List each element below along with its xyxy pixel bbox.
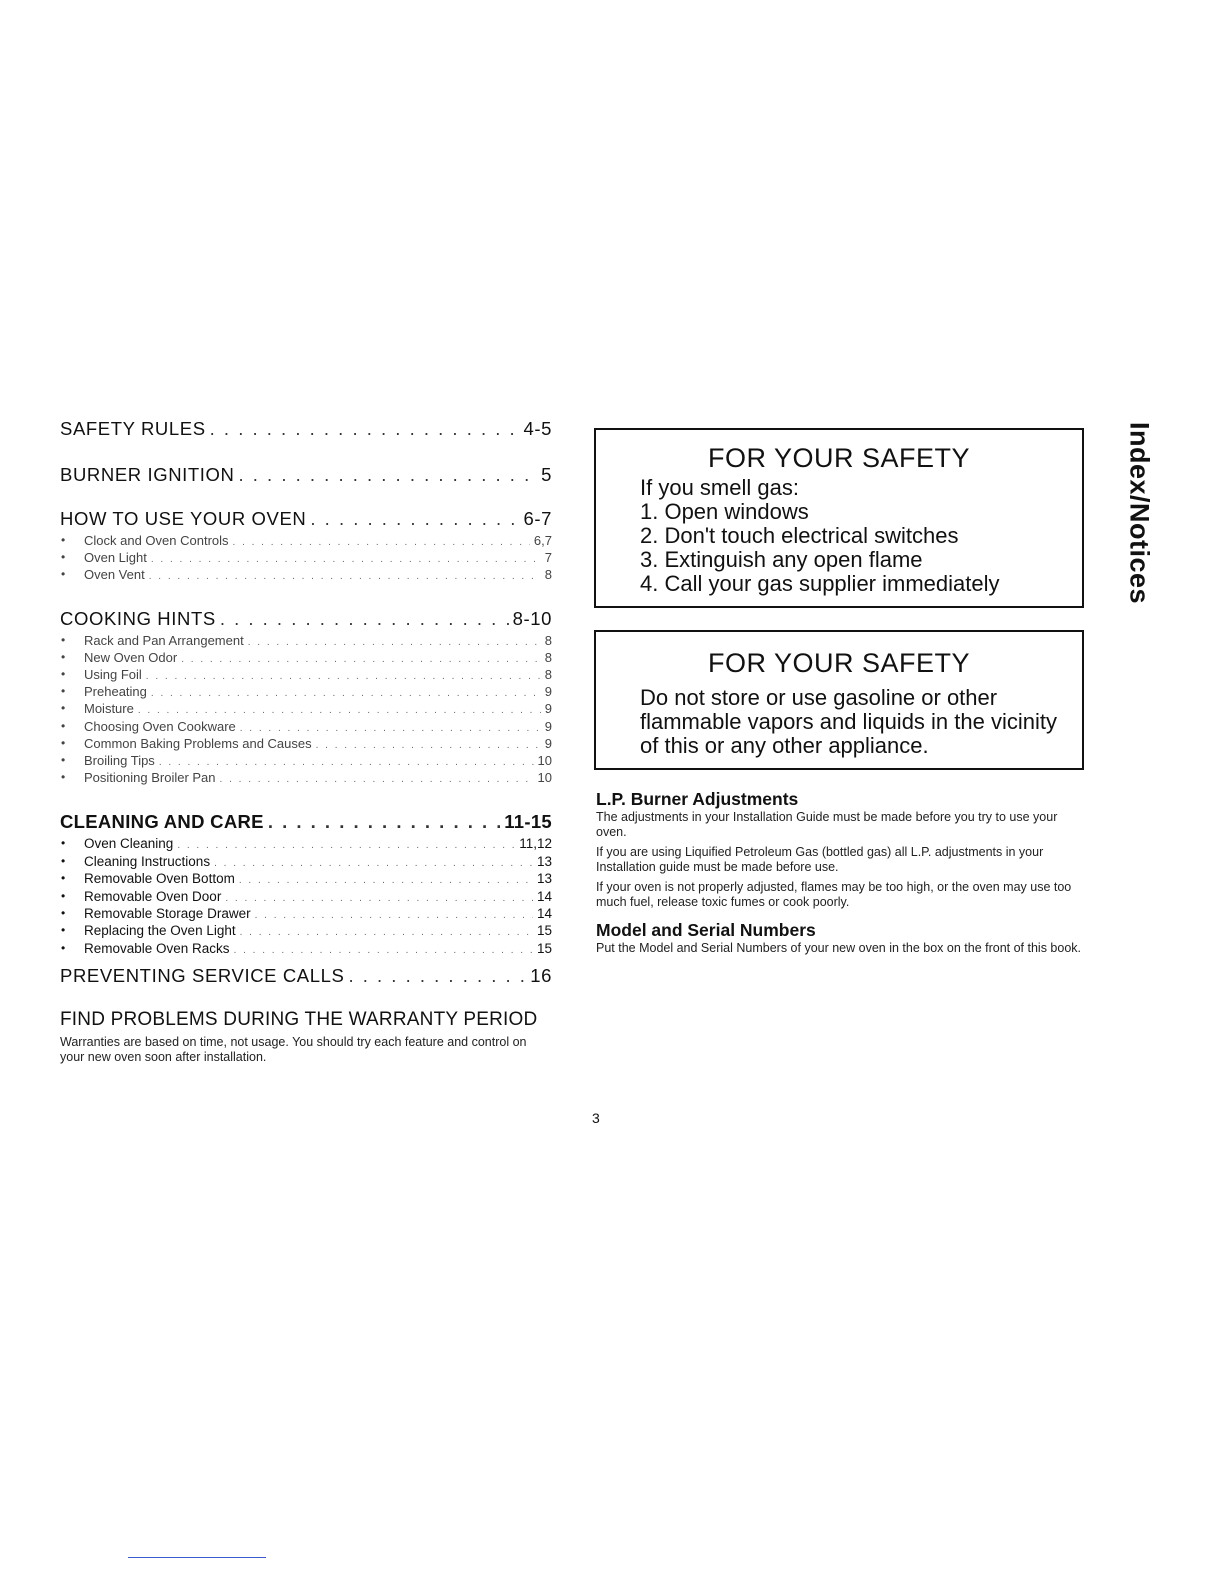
safety-box-title: FOR YOUR SAFETY [707,443,971,473]
index-item-page: 8 [544,649,552,665]
index-heading-label: HOW TO USE YOUR OVEN [60,508,307,529]
bullet-icon: • [61,753,66,768]
bullet-icon: • [61,888,66,903]
index-item-label: New Oven Odor [84,649,178,665]
index-item [60,923,552,940]
index-item-page: 14 [536,888,552,904]
leader-dots [177,838,515,853]
index-item-label: Oven Cleaning [84,836,174,852]
leader-dots [255,908,533,923]
index-item-label: Broiling Tips [84,753,155,769]
index-item-label: Preheating [84,684,147,700]
index-item-label: Using Foil [84,667,142,683]
index-item-label: Oven Light [84,550,147,566]
index-heading-preventing-service-calls [60,965,552,987]
index-item [60,550,552,567]
bullet-icon: • [61,550,66,565]
lp-adjustments-paragraph: If you are using Liquified Petroleum Gas (bottled gas) all L.P. adjustments in your Installation guide must be made before use. [596,845,1044,874]
bottom-divider [128,1557,266,1558]
bullet-icon: • [61,701,66,716]
index-heading-cooking-hints [60,608,552,630]
safety-step: 2. Don't touch electrical switches [640,523,959,548]
index-item-label: Common Baking Problems and Causes [84,735,312,751]
index-heading-how-to-use [60,508,552,530]
index-item [60,533,552,550]
index-heading-safety-rules [60,418,552,440]
bullet-icon: • [61,632,66,647]
index-item [60,854,552,871]
leader-dots [181,652,541,667]
notices-section [596,789,1086,961]
leader-dots [238,464,537,486]
index-section-safety-rules [60,418,552,440]
index-item-label: Clock and Oven Controls [84,533,229,548]
find-problems-body: Warranties are based on time, not usage. You should try each feature and control on your new oven soon after installation. [60,1035,527,1065]
safety-intro: If you smell gas: [640,475,799,500]
index-item-page: 13 [536,871,552,887]
index-heading-label: CLEANING AND CARE [60,811,264,833]
index-item [60,736,552,753]
index-item-label: Moisture [84,701,134,717]
index-item [60,667,552,684]
index-item-page: 9 [544,701,552,717]
lp-adjustments-paragraph: The adjustments in your Installation Guide must be made before you try to use your oven. [596,810,1058,839]
index-item-label: Removable Storage Drawer [84,906,251,922]
leader-dots [233,535,530,550]
index-heading-page: 11-15 [504,811,552,833]
bullet-icon: • [61,836,66,851]
index-item-page: 7 [544,550,552,566]
page-number: 3 [592,1110,600,1126]
index-item [60,719,552,736]
index-item-label: Removable Oven Bottom [84,871,235,887]
index-section-cleaning-and-care [60,811,552,958]
bullet-icon: • [61,667,66,682]
index-heading-page: 4-5 [523,418,552,439]
leader-dots [159,755,534,770]
leader-dots [310,508,519,530]
safety-box-title: FOR YOUR SAFETY [707,648,971,678]
index-item [60,871,552,888]
bullet-icon: • [61,906,66,921]
index-item-page: 10 [537,753,552,769]
find-problems-heading: FIND PROBLEMS DURING THE WARRANTY PERIOD [60,1009,538,1031]
leader-dots [214,856,533,871]
index-item [60,650,552,667]
model-serial-heading: Model and Serial Numbers [596,920,816,940]
index-item-label: Removable Oven Door [84,888,222,904]
index-item [60,770,552,787]
index-table-of-contents [60,418,552,1065]
index-sublist-how-to-use [60,533,552,585]
index-heading-page: 8-10 [512,607,552,629]
bullet-icon: • [61,923,66,938]
index-item [60,684,552,701]
section-side-tab [1122,418,1156,608]
index-section-burner-ignition [60,464,552,486]
leader-dots [210,418,520,440]
index-sublist-cleaning-and-care [60,836,552,958]
bullet-icon: • [61,718,66,733]
leader-dots [248,635,541,650]
index-item-label: Replacing the Oven Light [84,923,236,939]
leader-dots [146,669,541,684]
index-item-label: Rack and Pan Arrangement [84,632,244,648]
index-item-label: Cleaning Instructions [84,853,211,869]
leader-dots [151,552,541,567]
index-item-page: 8 [544,667,552,683]
bullet-icon: • [61,770,66,785]
index-item-page: 11,12 [519,836,552,852]
bullet-icon: • [61,649,66,664]
model-serial-paragraph: Put the Model and Serial Numbers of your new oven in the box on the front of this book. [596,941,1082,955]
index-item-label: Positioning Broiler Pan [84,770,216,786]
index-item-page: 15 [536,940,552,956]
index-heading-label: BURNER IGNITION [60,464,235,485]
index-item [60,753,552,770]
safety-step: 4. Call your gas supplier immediately [640,571,1000,596]
bullet-icon: • [61,853,66,868]
index-item-page: 9 [544,735,552,751]
index-item [60,889,552,906]
leader-dots [348,965,526,987]
safety-step: 1. Open windows [640,499,809,524]
index-heading-page: 16 [530,965,552,987]
safety-step: 3. Extinguish any open flame [640,547,923,572]
index-item-label: Oven Vent [84,567,145,583]
index-item-page: 9 [544,718,552,734]
leader-dots [316,738,541,753]
index-item-page: 8 [544,567,552,583]
index-item [60,836,552,853]
index-item-page: 15 [536,923,552,939]
index-item-page: 13 [536,853,552,869]
leader-dots [240,721,541,736]
leader-dots [220,608,509,630]
leader-dots [234,943,533,958]
safety-box-flammables [594,630,1084,770]
index-section-preventing-service-calls [60,965,552,987]
index-heading-label: COOKING HINTS [60,607,216,629]
index-sublist-cooking-hints [60,633,552,788]
index-item-page: 8 [544,632,552,648]
index-item-page: 9 [544,684,552,700]
leader-dots [149,569,541,584]
bullet-icon: • [61,940,66,955]
index-heading-page: 5 [541,464,552,485]
index-item [60,941,552,958]
side-tab-label: Index/Notices [1124,421,1155,605]
bullet-icon: • [61,684,66,699]
bullet-icon: • [61,871,66,886]
index-item-page: 14 [536,906,552,922]
index-item [60,567,552,584]
index-heading-label: SAFETY RULES [60,418,206,439]
leader-dots [225,891,533,906]
lp-adjustments-heading: L.P. Burner Adjustments [596,789,799,809]
index-item-page: 10 [537,770,552,786]
index-section-find-problems [60,1009,552,1065]
index-item [60,701,552,718]
index-heading-label: PREVENTING SERVICE CALLS [60,965,345,987]
index-item [60,906,552,923]
leader-dots [268,811,500,833]
bullet-icon: • [61,567,66,582]
index-section-cooking-hints [60,608,552,788]
index-item [60,633,552,650]
index-item-label: Choosing Oven Cookware [84,718,236,734]
safety-box-body [640,476,1082,596]
safety-box-body: Do not store or use gasoline or other flammable vapors and liquids in the vicinity of this or any other appliance. [640,685,1057,758]
leader-dots [240,925,533,940]
bullet-icon: • [61,533,66,547]
index-heading-cleaning-and-care [60,811,552,833]
lp-adjustments-paragraph: If your oven is not properly adjusted, flames may be too high, or the oven may use too much fuel, release toxic fumes or cook poorly. [596,880,1072,909]
leader-dots [220,772,534,787]
leader-dots [151,686,541,701]
index-item-label: Removable Oven Racks [84,940,230,956]
bullet-icon: • [61,735,66,750]
index-heading-page: 6-7 [523,508,552,529]
index-item-page: 6,7 [533,533,552,548]
index-heading-burner-ignition [60,464,552,486]
safety-box-gas-smell [594,428,1084,608]
leader-dots [138,703,541,718]
leader-dots [239,873,533,888]
index-section-how-to-use [60,508,552,585]
